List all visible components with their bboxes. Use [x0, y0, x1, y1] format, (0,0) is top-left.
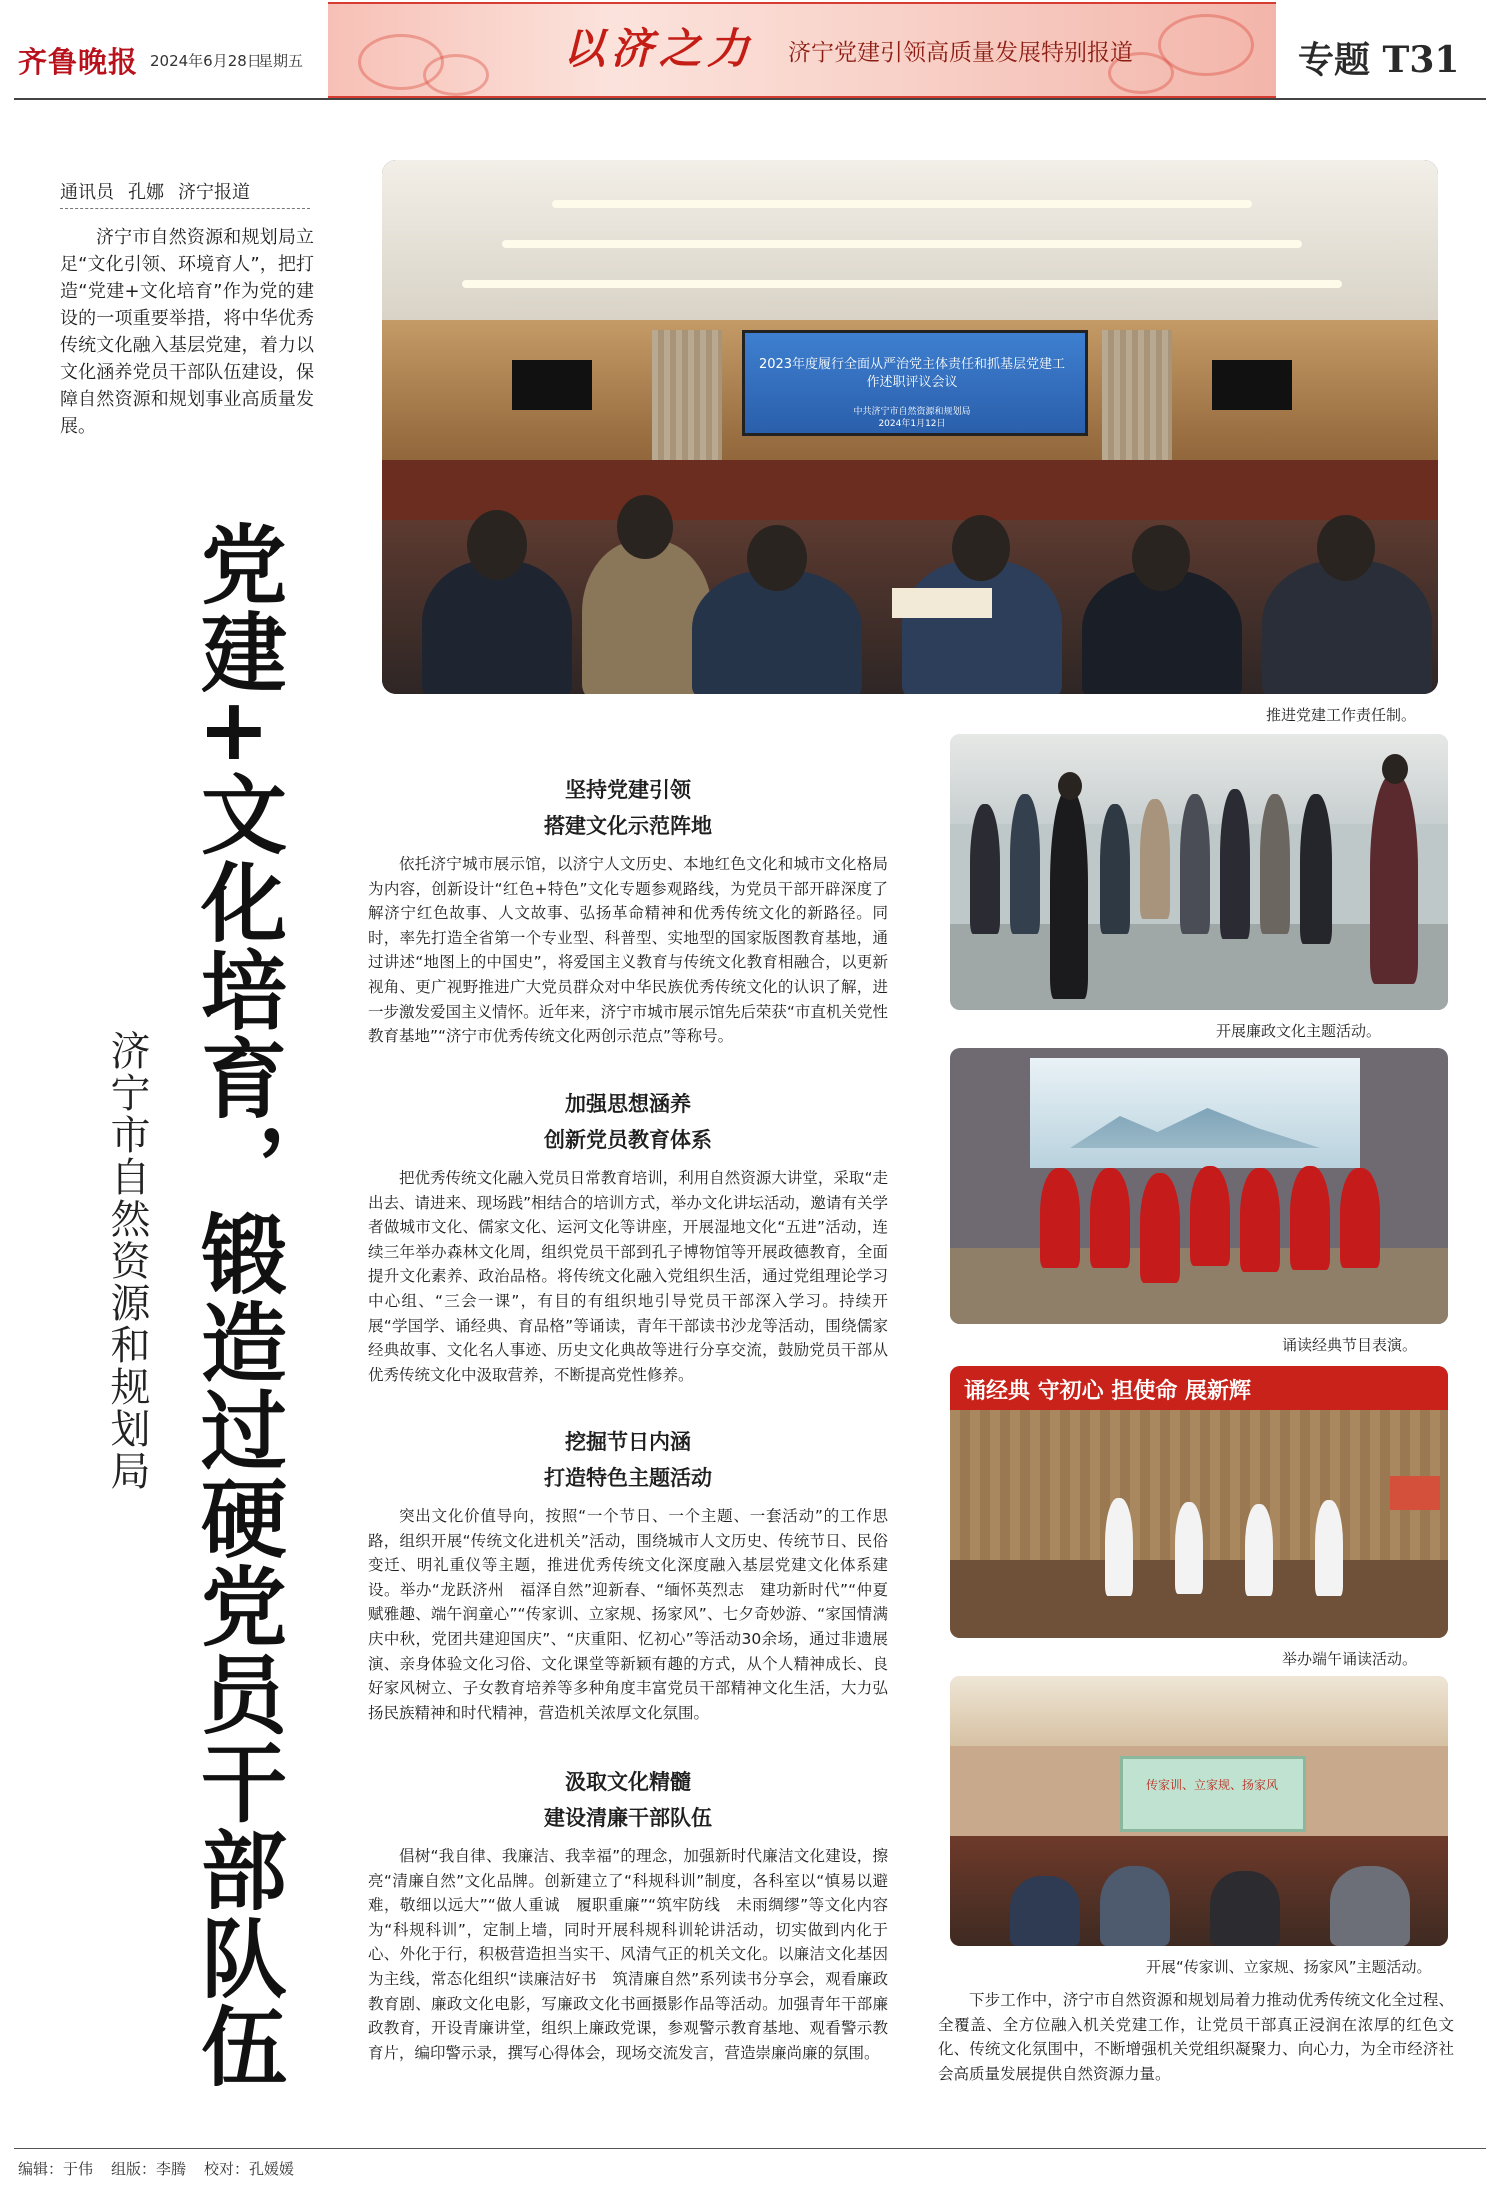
section-2 [358, 1086, 898, 1387]
section-heading: 打造特色主题活动 [544, 1466, 712, 1490]
stage-screen [1120, 1756, 1306, 1832]
section-body: 依托济宁城市展示馆，以济宁人文历史、本地红色文化和城市文化格局为内容，创新设计“红色+特色”文化专题参观路线，为党员干部开辟深度了解济宁红色故事、人文故事、弘扬革命精神和优秀传统文化的新路径。同时，率先打造全省第一个专业型、科普型、实地型的国家版图教育基地，通过讲述“地图上的中国史”，将爱国主义教育与传统文化教育相融合，以更新视角、更广视野推进广大党员群众对中华民族优秀传统文化的认识了解，进一步激发爱国主义情怀。近年来，济宁市城市展示馆先后荣获“市直机关党性教育基地”“济宁市优秀传统文化两创示范点”等称号。 [368, 855, 888, 1046]
reader [1105, 1498, 1133, 1596]
photo-dragon-boat-reading [950, 1366, 1448, 1638]
attendee-head [1132, 525, 1190, 591]
guide [1370, 774, 1418, 984]
footer-layout: 组版：李腾 [111, 2160, 187, 2178]
screen-sub-text: 中共济宁市自然资源和规划局 [853, 407, 971, 417]
footer-credits [18, 2158, 312, 2179]
performer [1340, 1168, 1380, 1268]
photo-caption: 诵读经典节目表演。 [1282, 1336, 1418, 1354]
stage-screen-text: 传家训、立家规、扬家风 [1145, 1778, 1278, 1792]
performer [1290, 1166, 1330, 1270]
photo-meeting [382, 160, 1438, 694]
masthead-rule [14, 98, 1486, 100]
section-body: 突出文化价值导向，按照“一个节日、一个主题、一套活动”的工作思路，组织开展“传统文化进机关”活动，围绕城市人文历史、传统节日、民俗变迁、明礼重仪等主题，推进优秀传统文化深度融入基层党建文化体系建设。举办“龙跃济州 福泽自然”迎新春、“缅怀英烈志 建功新时代”“仲夏赋雅趣、端午润童心”“传家训、立家规、扬家风”、七夕奇妙游、“家国情满庆中秋，党团共建迎国庆”、“庆重阳、忆初心”等活动30余场，通过非遗展演、亲身体验文化习俗、文化课堂等新颖有趣的方式，从个人精神成长、良好家风树立、子女教育培养等多种角度丰富党员干部精神文化生活，大力弘扬民族精神和时代精神，营造机关浓厚文化氛围。 [368, 1507, 888, 1722]
attendee-head [467, 510, 527, 580]
banner-subtitle: 济宁党建引领高质量发展特别报道 [788, 40, 1133, 66]
subheadline: 济宁市自然资源和规划局 [104, 1030, 150, 1492]
performer [1190, 1166, 1230, 1266]
section-heading: 坚持党建引领 [565, 778, 691, 802]
performer [1140, 1173, 1180, 1283]
attendee-head [1317, 515, 1375, 581]
section-heading: 加强思想涵养 [565, 1092, 691, 1116]
conference-table [382, 460, 1438, 520]
section-heading: 挖掘节日内涵 [565, 1430, 691, 1454]
section-body: 倡树“我自律、我廉洁、我幸福”的理念，加强新时代廉洁文化建设，擦亮“清廉自然”文化品牌。创新建立了“科规科训”制度，各科室以“慎易以避难，敬细以远大”“做人重诚 履职重廉”“筑牢防线 未雨绸缪”等文化内容为“科规科训”，定制上墙，同时开展科规科训轮讲活动，切实做到内化于心、外化于行，积极营造担当实干、风清气正的机关文化。以廉洁文化基因为主线，常态化组织“读廉洁好书 筑清廉自然”系列读书分享会，观看廉政教育剧、廉政文化电影，写廉政文化书画摄影作品等活动。加强青年干部廉政教育，开设青廉讲堂，组织上廉政党课，参观警示教育基地、观看警示教育片，编印警示录，撰写心得体会，现场交流发言，营造崇廉尚廉的氛围。 [368, 1847, 888, 2062]
performer [1090, 1168, 1130, 1268]
reader [1315, 1500, 1343, 1596]
masthead [0, 0, 1500, 100]
person-head [1058, 772, 1082, 800]
section-heading: 搭建文化示范阵地 [544, 814, 712, 838]
performer [1040, 1168, 1080, 1268]
section-3 [358, 1424, 898, 1725]
person [1010, 794, 1040, 934]
attendee-head [617, 495, 673, 559]
footer-editor: 编辑：于伟 [18, 2160, 94, 2178]
name-card [892, 588, 992, 618]
photo-caption: 举办端午诵读活动。 [1282, 1650, 1418, 1668]
special-report-banner [328, 2, 1276, 98]
newspaper-logo: 齐鲁晚报 [18, 45, 139, 79]
person [1300, 794, 1332, 944]
ceiling [950, 1676, 1448, 1746]
photo-caption: 开展“传家训、立家规、扬家风”主题活动。 [1146, 1958, 1432, 1976]
attendee [422, 560, 572, 694]
section-body: 把优秀传统文化融入党员日常教育培训，利用自然资源大讲堂，采取“走出去、请进来、现场践”相结合的培训方式，举办文化讲坛活动，邀请有关学者做城市文化、儒家文化、运河文化等讲座，开展湿地文化“五进”活动，连续三年举办森林文化周，组织党员干部到孔子博物馆等开展政德教育，全面提升文化素养、政治品格。将传统文化融入党组织生活，通过党组理论学习中心组、“三会一课”，有目的有组织地引导党员干部深入学习。持续开展“学国学、诵经典、育品格”等诵读，青年干部读书沙龙等活动，围绕儒家经典故事、文化名人事迹、历史文化典故等进行分享交流，鼓励党员干部从优秀传统文化中汲取营养，不断提高党性修养。 [368, 1169, 888, 1384]
photo-classic-recitation [950, 1048, 1448, 1324]
person [1220, 789, 1250, 939]
section-heading: 创新党员教育体系 [544, 1128, 712, 1152]
byline [60, 178, 264, 204]
screen-title [756, 356, 1068, 430]
issue-weekday: 星期五 [258, 52, 304, 70]
wall-monitor [512, 360, 592, 410]
audience [1210, 1871, 1280, 1946]
stage-screen [1030, 1058, 1360, 1168]
footer-rule [14, 2148, 1486, 2149]
photo-caption: 推进党建工作责任制。 [1266, 706, 1417, 724]
person [1180, 794, 1210, 934]
curtain [652, 330, 722, 460]
attendee-head [952, 515, 1010, 581]
side-monitor [1390, 1476, 1440, 1510]
person [1140, 799, 1170, 919]
reader [1175, 1502, 1203, 1594]
curtain [1102, 330, 1172, 460]
intro-paragraph: 济宁市自然资源和规划局立足“文化引领、环境育人”，把打造“党建+文化培育”作为党的建设的一项重要举措，将中华优秀传统文化融入基层党建，着力以文化涵养党员干部队伍建设，保障自然资源和规划事业高质量发展。 [60, 227, 314, 437]
screen-title-text: 2023年度履行全面从严治党主体责任和抓基层党建工作述职评议会议 [758, 357, 1066, 390]
closing-paragraph: 下步工作中，济宁市自然资源和规划局着力推动优秀传统文化全过程、全覆盖、全方位融入机关党建工作，让党员干部真正浸润在浓厚的红色文化、传统文化氛围中，不断增强机关党组织凝聚力、向心力，为全市经济社会高质量发展提供自然资源力量。 [938, 1991, 1454, 2083]
audience [1330, 1866, 1410, 1946]
section-heading: 建设清廉干部队伍 [544, 1806, 712, 1830]
section-4 [358, 1764, 898, 2065]
wall-monitor [1212, 360, 1292, 410]
performer [1240, 1168, 1280, 1272]
banner-calligraphy: 以济之力 [563, 24, 756, 73]
section-label: 专题 T31 [1298, 39, 1460, 81]
photo-integrity-activity [950, 734, 1448, 1010]
person [1100, 804, 1130, 934]
screen-date-text: 2024年1月12日 [878, 419, 946, 429]
cloud-ornament [423, 54, 489, 96]
photo-family-rules-event [950, 1676, 1448, 1946]
reader [1245, 1504, 1273, 1596]
person [1260, 794, 1290, 934]
photo-caption: 开展廉政文化主题活动。 [1216, 1022, 1382, 1040]
issue-date: 2024年6月28日 [150, 52, 262, 70]
ceiling-light [552, 200, 1252, 208]
byline-rule [60, 208, 310, 209]
audience [1100, 1866, 1170, 1946]
person [1050, 789, 1088, 999]
byline-place: 济宁报道 [178, 182, 250, 203]
section-1 [358, 772, 898, 1049]
stage-banner-text: 诵经典 守初心 担使命 展新辉 [964, 1379, 1251, 1404]
ceiling-light [462, 280, 1342, 288]
person [970, 804, 1000, 934]
byline-author: 孔娜 [128, 182, 164, 203]
headline: 党建+文化培育，锻造过硬党员干部队伍 [186, 520, 286, 2091]
footer-proofreader: 校对：孔媛媛 [204, 2160, 295, 2178]
attendee-head [747, 525, 807, 591]
audience [1010, 1876, 1080, 1946]
section-heading: 汲取文化精髓 [565, 1770, 691, 1794]
ceiling-light [502, 240, 1302, 248]
guide-head [1382, 754, 1408, 784]
byline-role: 通讯员 [60, 182, 114, 203]
